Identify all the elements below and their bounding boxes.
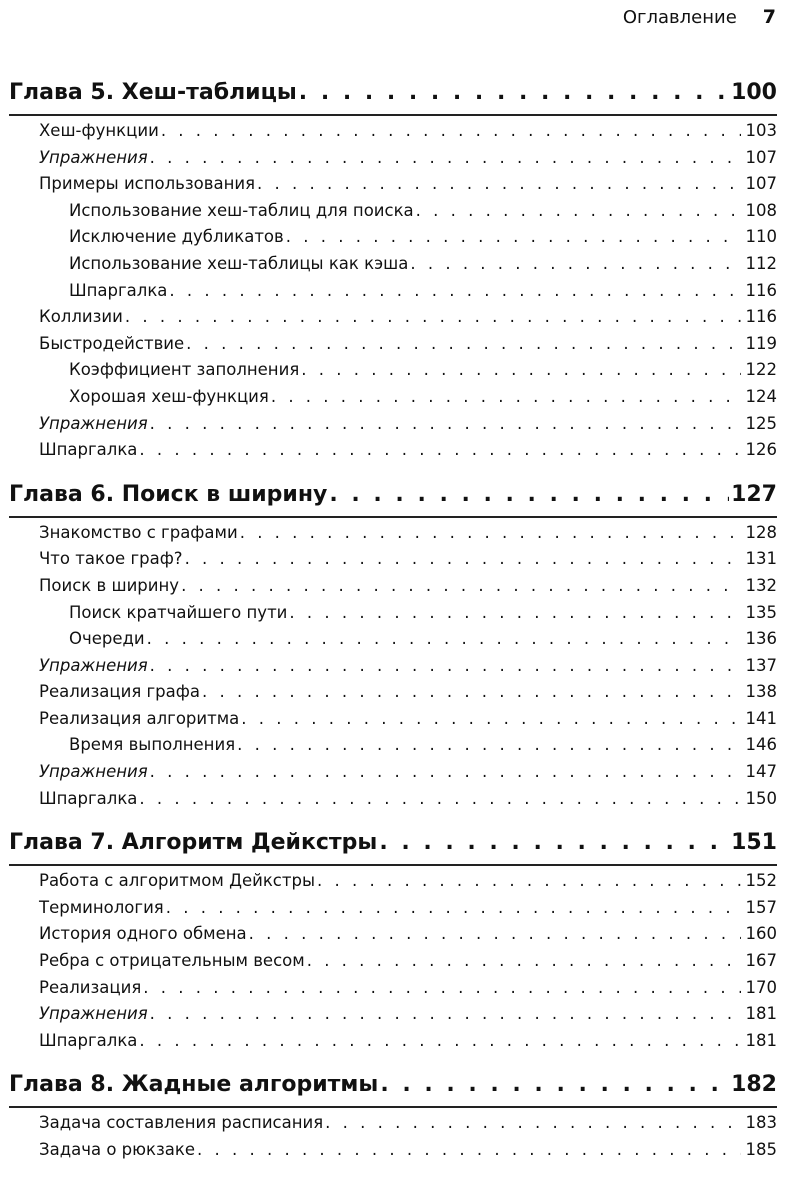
toc-entry-label: Поиск кратчайшего пути — [69, 602, 288, 622]
toc-entry-label: Задача о рюкзаке — [39, 1140, 195, 1159]
toc-entry-page-number: 185 — [745, 1140, 777, 1159]
dot-leader — [271, 384, 741, 411]
dot-leader — [299, 80, 729, 105]
dot-leader — [379, 830, 729, 855]
toc-entry-label: Хорошая хеш-функция — [69, 386, 269, 406]
toc-entry[interactable] — [9, 1001, 777, 1028]
toc-entry-label: Хеш-функции — [39, 121, 159, 140]
dot-leader — [150, 653, 741, 680]
toc-entry-page-number: 128 — [745, 522, 777, 542]
chapter-heading[interactable] — [9, 1072, 777, 1106]
toc-entry-page-number: 183 — [745, 1113, 777, 1133]
chapter-title: Глава 7. Алгоритм Дейкстры — [9, 830, 378, 856]
dot-leader — [161, 118, 741, 145]
toc-entry[interactable] — [9, 1028, 777, 1055]
dot-leader — [166, 895, 741, 922]
toc-entry-page-number: 124 — [745, 386, 777, 406]
toc-entry[interactable] — [9, 732, 777, 759]
toc-entry-label: Упражнения — [39, 1004, 148, 1024]
toc-entry[interactable] — [9, 653, 777, 680]
toc-entry-label: Реализация — [39, 977, 142, 997]
toc-entry-page-number: 112 — [745, 253, 777, 273]
dot-leader — [150, 1001, 741, 1028]
toc-entry[interactable] — [9, 786, 777, 813]
dot-leader — [139, 1028, 741, 1055]
toc-entry-page-number: 160 — [745, 924, 777, 944]
toc-entry-label: Коэффициент заполнения — [69, 360, 300, 380]
toc-entry-page-number: 135 — [745, 602, 777, 622]
dot-leader — [150, 145, 741, 172]
toc-entry-label: Работа с алгоритмом Дейкстры — [39, 871, 315, 891]
toc-entry-label: Очереди — [69, 629, 145, 649]
toc-entry-label: Шпаргалка — [39, 788, 138, 808]
toc-entry[interactable] — [9, 384, 777, 411]
dot-leader — [257, 171, 741, 198]
chapter-section — [9, 830, 777, 1054]
chapter-entries — [9, 1106, 777, 1163]
toc-entry[interactable] — [9, 868, 777, 895]
toc-entry-label: Быстродействие — [39, 333, 185, 353]
toc-entry-page-number: 136 — [745, 629, 777, 649]
toc-entry-label: Терминология — [39, 897, 164, 917]
dot-leader — [325, 1110, 741, 1137]
dot-leader — [150, 759, 741, 786]
dot-leader — [237, 732, 741, 759]
toc-entry-label: Время выполнения — [69, 735, 236, 755]
dot-leader — [249, 921, 741, 948]
toc-entry-page-number: 152 — [745, 871, 777, 891]
chapter-page-number: 127 — [731, 481, 777, 507]
toc-entry-page-number: 137 — [745, 655, 777, 675]
toc-entry-label: Упражнения — [39, 655, 148, 675]
dot-leader — [289, 600, 741, 627]
dot-leader — [150, 411, 741, 438]
chapter-entries — [9, 516, 777, 813]
toc-entry-page-number: 181 — [745, 1004, 777, 1024]
table-of-contents — [9, 80, 777, 1182]
chapter-heading[interactable] — [9, 80, 777, 114]
chapter-section — [9, 1072, 777, 1163]
chapter-heading[interactable] — [9, 830, 777, 864]
toc-entry[interactable] — [9, 679, 777, 706]
dot-leader — [286, 224, 741, 251]
toc-entry-label: Использование хеш-таблицы как кэша — [69, 253, 409, 273]
dot-leader — [317, 868, 741, 895]
toc-entry-label: Исключение дубликатов — [69, 227, 284, 247]
dot-leader — [186, 331, 741, 358]
toc-entry[interactable] — [9, 520, 777, 547]
dot-leader — [139, 786, 741, 813]
toc-entry[interactable] — [9, 224, 777, 251]
toc-entry[interactable] — [9, 198, 777, 225]
toc-entry-page-number: 122 — [745, 360, 777, 380]
toc-entry-label: Упражнения — [39, 147, 148, 167]
chapter-title: Глава 6. Поиск в ширину — [9, 481, 328, 507]
toc-entry[interactable] — [9, 1110, 777, 1137]
running-head-page-number: 7 — [762, 6, 776, 28]
dot-leader — [329, 482, 729, 507]
chapter-entries — [9, 114, 777, 464]
toc-entry[interactable] — [9, 331, 777, 358]
chapter-heading[interactable] — [9, 482, 777, 516]
toc-entry-page-number: 119 — [745, 333, 777, 353]
dot-leader — [169, 278, 741, 305]
dot-leader — [125, 304, 741, 331]
toc-entry-page-number: 103 — [745, 121, 777, 140]
toc-entry-label: Упражнения — [39, 413, 148, 433]
dot-leader — [185, 546, 741, 573]
toc-entry-page-number: 167 — [745, 951, 777, 971]
toc-entry-page-number: 116 — [745, 307, 777, 327]
toc-entry-label: Шпаргалка — [39, 1030, 138, 1050]
toc-entry-label: Примеры использования — [39, 174, 256, 194]
toc-entry-page-number: 116 — [745, 280, 777, 300]
toc-entry[interactable] — [9, 706, 777, 733]
toc-entry-label: Ребра с отрицательным весом — [39, 951, 305, 971]
toc-entry[interactable] — [9, 546, 777, 573]
chapter-title: Глава 5. Хеш-таблицы — [9, 80, 297, 105]
toc-entry-page-number: 125 — [745, 413, 777, 433]
toc-entry[interactable] — [9, 171, 777, 198]
dot-leader — [181, 573, 741, 600]
toc-entry[interactable] — [9, 304, 777, 331]
toc-entry[interactable] — [9, 759, 777, 786]
dot-leader — [241, 706, 741, 733]
dot-leader — [416, 198, 741, 225]
dot-leader — [380, 1072, 729, 1097]
dot-leader — [202, 679, 741, 706]
running-head — [623, 6, 776, 28]
toc-entry-page-number: 110 — [745, 227, 777, 247]
toc-entry-page-number: 147 — [745, 762, 777, 782]
toc-entry-label: Упражнения — [39, 762, 148, 782]
toc-entry-label: Шпаргалка — [69, 280, 168, 300]
dot-leader — [197, 1137, 741, 1164]
toc-entry[interactable] — [9, 921, 777, 948]
toc-entry-page-number: 126 — [745, 440, 777, 460]
toc-entry[interactable] — [9, 895, 777, 922]
dot-leader — [139, 437, 741, 464]
chapter-page-number: 182 — [731, 1072, 777, 1098]
chapter-section — [9, 482, 777, 813]
toc-entry-label: Что такое граф? — [39, 549, 183, 569]
toc-entry-page-number: 141 — [745, 708, 777, 728]
toc-entry[interactable] — [9, 278, 777, 305]
toc-entry-label: Реализация алгоритма — [39, 708, 240, 728]
toc-entry-page-number: 131 — [745, 549, 777, 569]
toc-entry-label: История одного обмена — [39, 924, 247, 944]
toc-entry-label: Коллизии — [39, 307, 123, 327]
toc-entry-label: Шпаргалка — [39, 440, 138, 460]
chapter-page-number: 100 — [731, 80, 777, 105]
toc-entry[interactable] — [9, 437, 777, 464]
toc-entry[interactable] — [9, 626, 777, 653]
dot-leader — [301, 357, 741, 384]
toc-entry[interactable] — [9, 975, 777, 1002]
toc-entry-page-number: 107 — [745, 174, 777, 194]
toc-entry-page-number: 146 — [745, 735, 777, 755]
toc-entry-page-number: 150 — [745, 788, 777, 808]
toc-entry-label: Реализация графа — [39, 682, 200, 702]
toc-entry-label: Поиск в ширину — [39, 575, 180, 595]
dot-leader — [240, 520, 741, 547]
toc-entry[interactable] — [9, 357, 777, 384]
toc-entry-page-number: 157 — [745, 897, 777, 917]
toc-entry[interactable] — [9, 145, 777, 172]
toc-entry-page-number: 132 — [745, 575, 777, 595]
toc-entry-page-number: 108 — [745, 200, 777, 220]
toc-entry[interactable] — [9, 251, 777, 278]
running-head-title: Оглавление — [622, 7, 737, 28]
chapter-section — [9, 80, 777, 464]
dot-leader — [147, 626, 741, 653]
chapter-title: Глава 8. Жадные алгоритмы — [9, 1072, 379, 1098]
chapter-entries — [9, 864, 777, 1054]
toc-entry[interactable] — [9, 948, 777, 975]
toc-entry[interactable] — [9, 411, 777, 438]
chapter-page-number: 151 — [731, 830, 777, 856]
dot-leader — [143, 975, 741, 1002]
toc-entry[interactable] — [9, 1137, 777, 1164]
toc-entry-page-number: 138 — [745, 682, 777, 702]
toc-entry[interactable] — [9, 118, 777, 145]
dot-leader — [410, 251, 741, 278]
toc-entry[interactable] — [9, 600, 777, 627]
toc-entry-page-number: 107 — [745, 147, 777, 167]
toc-entry[interactable] — [9, 573, 777, 600]
toc-entry-label: Задача составления расписания — [39, 1113, 324, 1133]
toc-entry-page-number: 170 — [745, 977, 777, 997]
toc-entry-label: Знакомство с графами — [39, 522, 238, 542]
toc-entry-label: Использование хеш-таблиц для поиска — [69, 200, 414, 220]
toc-entry-page-number: 181 — [745, 1030, 777, 1050]
dot-leader — [307, 948, 741, 975]
